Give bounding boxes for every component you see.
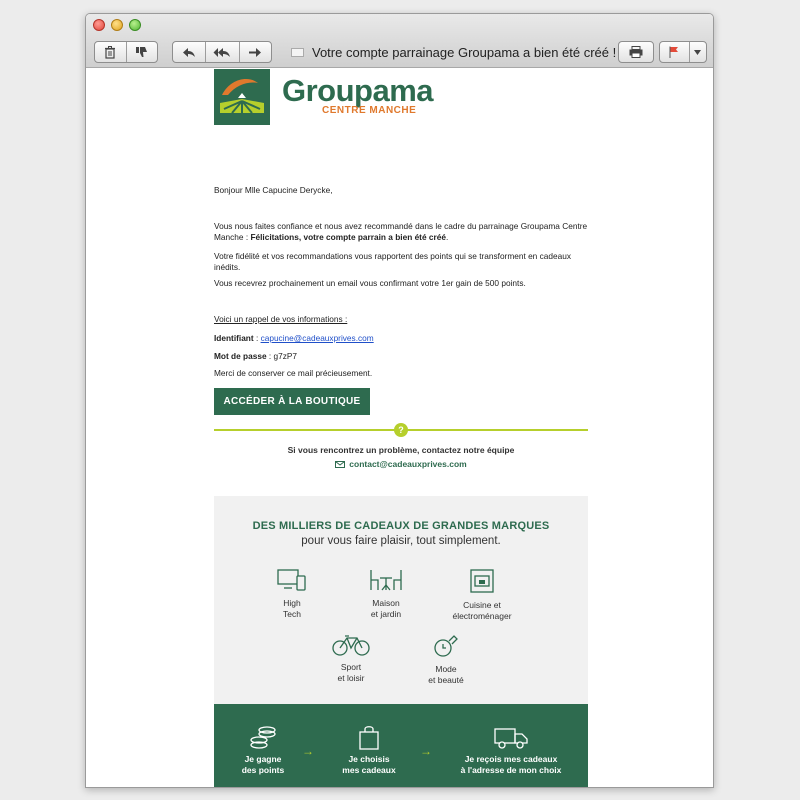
zoom-window-button[interactable] <box>129 19 141 31</box>
step-earn-points: Je gagne des points <box>226 726 300 776</box>
confirmation-paragraph: Vous recevrez prochainement un email vous confirmant votre 1er gain de 500 points. <box>214 278 526 288</box>
flag-icon <box>669 46 679 58</box>
password-label: Mot de passe <box>214 351 267 361</box>
flag-button[interactable] <box>660 42 689 62</box>
reply-button[interactable] <box>173 42 205 62</box>
junk-button[interactable] <box>126 42 157 62</box>
flag-group <box>659 41 707 63</box>
step-choose-gifts: Je choisis mes cadeaux <box>332 726 406 776</box>
reply-all-icon <box>213 47 231 58</box>
category-high-tech[interactable]: High Tech <box>247 568 337 619</box>
window-title: Votre compte parrainage Groupama a bien été créé ! <box>291 41 616 63</box>
reminder-heading: Voici un rappel de vos informations : <box>214 314 348 324</box>
greeting: Bonjour Mlle Capucine Derycke, <box>214 185 333 195</box>
gifts-section <box>214 496 588 704</box>
bicycle-icon <box>332 634 370 656</box>
groupama-logo-icon <box>214 69 270 125</box>
minimize-window-button[interactable] <box>111 19 123 31</box>
print-button[interactable] <box>618 41 654 63</box>
delete-junk-group <box>94 41 158 63</box>
coffee-machine-icon <box>469 568 495 594</box>
contact-line <box>214 459 588 469</box>
identifier-label: Identifiant <box>214 333 254 343</box>
category-cuisine[interactable]: Cuisine et électroménager <box>437 568 527 621</box>
gifts-title: DES MILLIERS DE CADEAUX DE GRANDES MARQUES <box>252 520 550 532</box>
garden-furniture-icon <box>368 568 404 592</box>
identifier-link[interactable]: capucine@cadeauxprives.com <box>260 333 374 343</box>
logo-name: Groupama <box>282 73 434 108</box>
envelope-icon <box>291 48 304 57</box>
arrow-right-icon: → <box>302 744 314 758</box>
reply-group <box>172 41 272 63</box>
intro-paragraph: Vous nous faites confiance et nous avez recommandé dans le cadre du parrainage Groupama Centre Manche : Félicitations, votre compte parrain a bien été créé. <box>214 221 588 242</box>
step-receive-gifts: Je reçois mes cadeaux à l'adresse de mon choix <box>444 726 578 776</box>
mail-icon <box>335 461 345 468</box>
category-sport[interactable]: Sport et loisir <box>306 634 396 683</box>
help-icon: ? <box>394 423 408 437</box>
password-value: g7zP7 <box>273 351 298 361</box>
steps-section <box>214 704 588 787</box>
logo-subtitle: CENTRE MANCHE <box>322 105 417 116</box>
coins-icon <box>249 726 277 750</box>
contact-text: Si vous rencontrez un problème, contactez notre équipe <box>287 445 515 455</box>
flag-menu-button[interactable] <box>689 42 706 62</box>
reply-icon <box>182 47 196 58</box>
trash-button[interactable] <box>95 42 126 62</box>
identifier-line: Identifiant : capucine@cadeauxprives.com <box>214 333 374 343</box>
watch-icon <box>433 634 459 658</box>
devices-icon <box>277 568 307 592</box>
category-mode[interactable]: Mode et beauté <box>401 634 491 685</box>
mail-window <box>85 13 714 788</box>
category-maison-jardin[interactable]: Maison et jardin <box>341 568 431 619</box>
contact-email-link[interactable]: contact@cadeauxprives.com <box>349 459 467 469</box>
delivery-truck-icon <box>493 726 529 750</box>
keep-paragraph: Merci de conserver ce mail précieusement. <box>214 368 373 378</box>
intro-bold: Félicitations, votre compte parrain a bien été créé <box>250 232 446 242</box>
loyalty-paragraph: Votre fidélité et vos recommandations vous rapportent des points qui se transforment en cadeaux inédits. <box>214 251 571 272</box>
shopping-bag-icon <box>358 726 380 750</box>
reply-all-button[interactable] <box>205 42 238 62</box>
forward-icon <box>248 47 262 58</box>
arrow-right-icon: → <box>420 744 432 758</box>
print-icon <box>629 46 643 58</box>
access-shop-button[interactable]: ACCÉDER À LA BOUTIQUE <box>214 388 370 415</box>
forward-button[interactable] <box>239 42 271 62</box>
gifts-subtitle: pour vous faire plaisir, tout simplement. <box>301 535 501 547</box>
trash-icon <box>104 46 116 59</box>
close-window-button[interactable] <box>93 19 105 31</box>
thumbs-down-icon <box>135 46 148 58</box>
toolbar <box>86 14 713 68</box>
password-line: Mot de passe : g7zP7 <box>214 351 298 361</box>
chevron-down-icon <box>694 50 701 55</box>
email-body <box>86 69 713 787</box>
